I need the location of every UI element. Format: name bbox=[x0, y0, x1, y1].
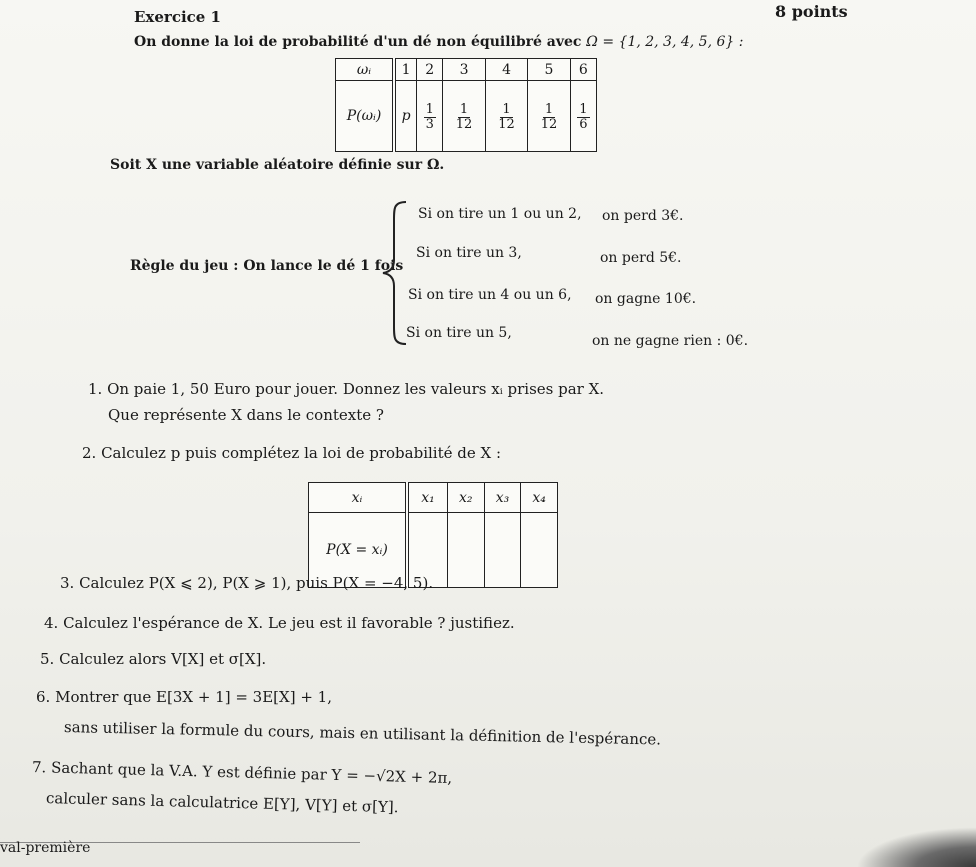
value-cell: x₃ bbox=[484, 483, 521, 513]
rule-result-4: on ne gagne rien : 0€. bbox=[592, 333, 749, 349]
outcome-cell: 2 bbox=[417, 59, 443, 81]
outcome-cell: 1 bbox=[394, 59, 417, 81]
rule-condition-1: Si on tire un 1 ou un 2, bbox=[418, 206, 582, 222]
question-2: 2. Calculez p puis complétez la loi de probabilité de X : bbox=[82, 444, 502, 462]
omega-header-cell: ωᵢ bbox=[336, 59, 395, 81]
outcome-row bbox=[336, 59, 597, 81]
probability-header-cell: P(ωᵢ) bbox=[336, 81, 395, 152]
probability-cell bbox=[485, 81, 527, 152]
xi-header-cell: xᵢ bbox=[309, 483, 408, 513]
value-cell: x₄ bbox=[521, 483, 558, 513]
fraction-numerator: 1 bbox=[579, 101, 588, 117]
fraction-denominator: 3 bbox=[425, 116, 434, 132]
fraction-denominator: 12 bbox=[498, 116, 515, 132]
blank-cell bbox=[447, 513, 484, 588]
value-cell: x₁ bbox=[407, 483, 447, 513]
question-3: 3. Calculez P(X ⩽ 2), P(X ⩾ 1), puis P(X = −4, 5). bbox=[60, 574, 434, 592]
question-7-detail: calculer sans la calculatrice E[Y], V[Y] et σ[Y]. bbox=[45, 789, 399, 817]
outcome-cell: 5 bbox=[528, 59, 570, 81]
outcome-cell: 3 bbox=[443, 59, 485, 81]
rule-condition-2: Si on tire un 3, bbox=[416, 245, 522, 261]
footer-label: val-première bbox=[0, 840, 91, 856]
rule-result-2: on perd 5€. bbox=[600, 250, 682, 266]
probability-cell bbox=[528, 81, 570, 152]
game-rule-lead: Règle du jeu : On lance le dé 1 fois bbox=[130, 258, 404, 274]
probability-row bbox=[336, 81, 597, 152]
question-1: 1. On paie 1, 50 Euro pour jouer. Donnez les valeurs xᵢ prises par X. bbox=[88, 380, 605, 398]
rule-condition-3: Si on tire un 4 ou un 6, bbox=[408, 287, 572, 303]
probability-cell bbox=[443, 81, 485, 152]
points-label: 8 points bbox=[775, 2, 848, 21]
probability-cell bbox=[570, 81, 596, 152]
rule-result-1: on perd 3€. bbox=[602, 208, 684, 224]
rule-condition-4: Si on tire un 5, bbox=[406, 325, 512, 341]
question-1-context: Que représente X dans le contexte ? bbox=[108, 406, 384, 424]
exercise-title: Exercice 1 bbox=[134, 8, 221, 26]
page-shadow bbox=[856, 827, 976, 867]
intro-line bbox=[134, 34, 743, 50]
probability-cell-p: p bbox=[394, 81, 417, 152]
outcome-cell: 4 bbox=[485, 59, 527, 81]
fraction-denominator: 12 bbox=[540, 116, 558, 132]
outcome-cell: 6 bbox=[570, 59, 596, 81]
fraction-numerator: 1 bbox=[544, 101, 554, 117]
variable-definition: Soit X une variable aléatoire définie sur Ω. bbox=[110, 157, 445, 173]
die-probability-table bbox=[335, 58, 597, 152]
values-row bbox=[309, 483, 558, 513]
question-4: 4. Calculez l'espérance de X. Le jeu est il favorable ? justifiez. bbox=[44, 614, 515, 632]
question-7: 7. Sachant que la V.A. Y est définie par Y = −√2X + 2π, bbox=[31, 758, 453, 787]
fraction-numerator: 1 bbox=[459, 101, 469, 117]
fraction-numerator: 1 bbox=[425, 101, 434, 117]
question-5: 5. Calculez alors V[X] et σ[X]. bbox=[40, 650, 267, 668]
fraction-numerator: 1 bbox=[502, 101, 511, 117]
fraction-denominator: 6 bbox=[579, 116, 588, 132]
question-6: 6. Montrer que E[3X + 1] = 3E[X] + 1, bbox=[36, 688, 332, 706]
blank-cell bbox=[521, 513, 558, 588]
fraction-denominator: 12 bbox=[455, 116, 473, 132]
value-cell: x₂ bbox=[447, 483, 484, 513]
omega-set: Ω = {1, 2, 3, 4, 5, 6} : bbox=[586, 34, 744, 50]
random-variable-table bbox=[308, 482, 558, 588]
question-6-detail: sans utiliser la formule du cours, mais en utilisant la définition de l'espérance. bbox=[63, 718, 662, 749]
probability-cell bbox=[417, 81, 443, 152]
px-header-cell: P(X = xᵢ) bbox=[309, 513, 408, 588]
intro-text: On donne la loi de probabilité d'un dé non équilibré avec bbox=[134, 34, 582, 50]
rule-result-3: on gagne 10€. bbox=[595, 291, 697, 307]
blank-cell bbox=[484, 513, 521, 588]
